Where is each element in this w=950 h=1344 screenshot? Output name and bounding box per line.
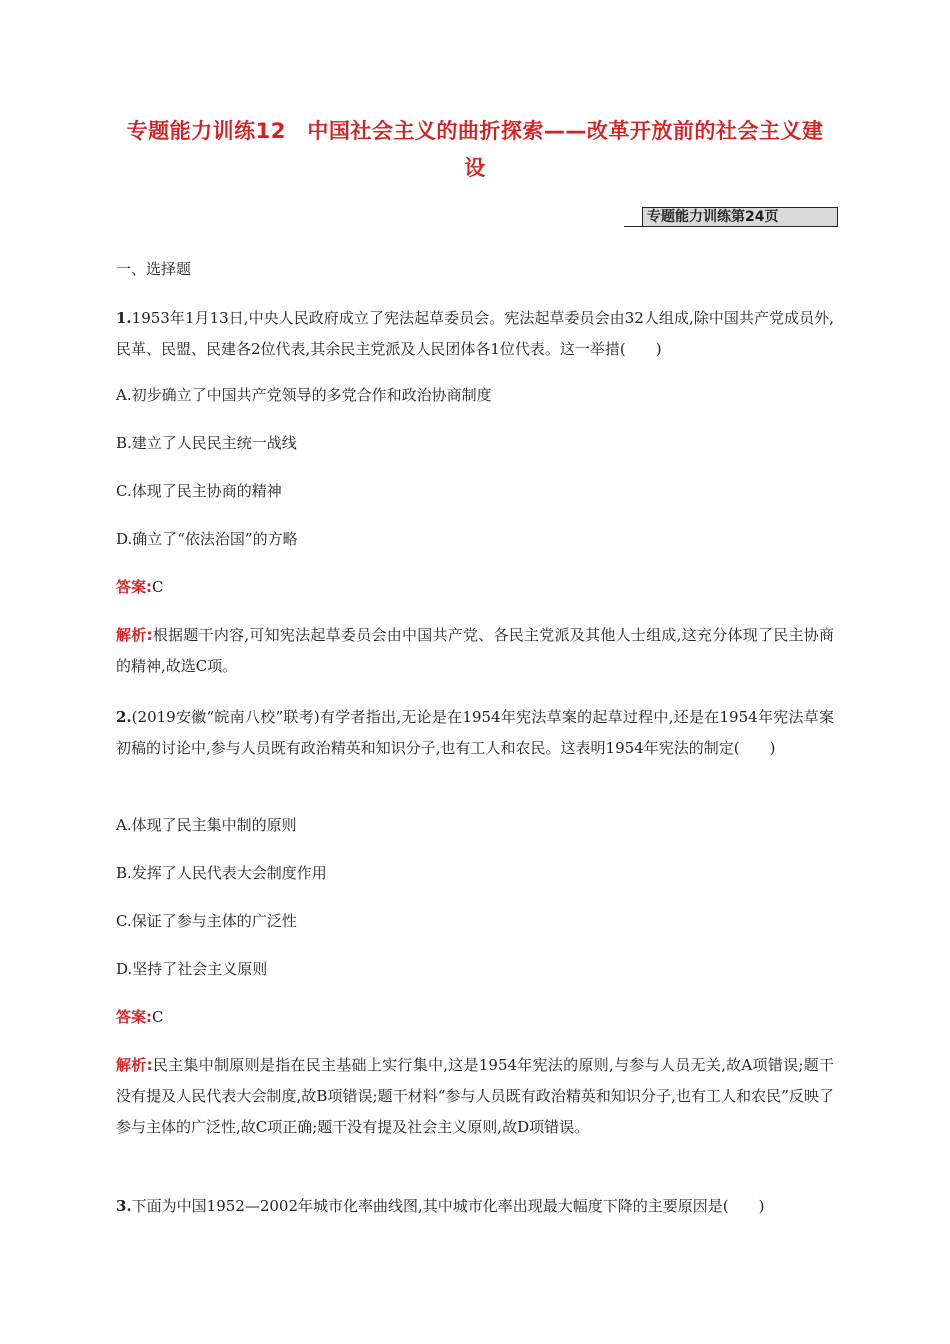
page-reference-rule xyxy=(624,226,642,227)
analysis-text: 根据题干内容,可知宪法起草委员会由中国共产党、各民主党派及其他人士组成,这充分体现了民主协商的精神,故选C项。 xyxy=(116,626,835,675)
answer-value: C xyxy=(152,1008,164,1026)
analysis-label: 解析: xyxy=(116,1056,153,1074)
question-2-analysis xyxy=(116,1050,834,1143)
answer-value: C xyxy=(152,578,164,596)
question-1-answer xyxy=(116,576,163,598)
question-number: 2. xyxy=(116,708,132,726)
question-text: (2019安徽“皖南八校”联考)有学者指出,无论是在1954年宪法草案的起草过程中,还是在1954年宪法草案初稿的讨论中,参与人员既有政治精英和知识分子,也有工人和农民。这表明1954年宪法的制定( ) xyxy=(116,708,834,757)
question-2-option-d: D.坚持了社会主义原则 xyxy=(116,960,268,978)
question-1-option-c: C.体现了民主协商的精神 xyxy=(116,482,282,500)
question-number: 3. xyxy=(116,1197,132,1215)
question-1-option-a: A.初步确立了中国共产党领导的多党合作和政治协商制度 xyxy=(116,386,492,404)
question-text: 1953年1月13日,中央人民政府成立了宪法起草委员会。宪法起草委员会由32人组成,除中国共产党成员外,民革、民盟、民建各2位代表,其余民主党派及人民团体各1位代表。这一举措( ) xyxy=(116,309,834,358)
page-reference xyxy=(624,207,834,227)
question-1-stem xyxy=(116,303,834,365)
question-2-answer xyxy=(116,1006,163,1028)
question-3-stem xyxy=(116,1191,834,1222)
answer-label: 答案: xyxy=(116,1008,152,1026)
question-number: 1. xyxy=(116,309,132,327)
question-1-option-d: D.确立了“依法治国”的方略 xyxy=(116,530,298,548)
document-title: 专题能力训练12 中国社会主义的曲折探索——改革开放前的社会主义建设 xyxy=(126,119,824,180)
question-1-analysis xyxy=(116,620,834,682)
question-text: 下面为中国1952—2002年城市化率曲线图,其中城市化率出现最大幅度下降的主要原因是( ) xyxy=(131,1197,765,1215)
question-2-option-a: A.体现了民主集中制的原则 xyxy=(116,816,297,834)
question-2-option-c: C.保证了参与主体的广泛性 xyxy=(116,912,297,930)
question-1-option-b: B.建立了人民民主统一战线 xyxy=(116,434,297,452)
section-title: 一、选择题 xyxy=(116,260,192,278)
analysis-label: 解析: xyxy=(116,626,153,644)
analysis-text: 民主集中制原则是指在民主基础上实行集中,这是1954年宪法的原则,与参与人员无关,故A项错误;题干没有提及人民代表大会制度,故B项错误;题干材料“参与人员既有政治精英和知识分子,也有工人和农民”反映了参与主体的广泛性,故C项正确;题干没有提及社会主义原则,故D项错误。 xyxy=(116,1056,835,1136)
page-reference-label: 专题能力训练第24页 xyxy=(642,207,838,227)
answer-label: 答案: xyxy=(116,578,152,596)
question-2-stem xyxy=(116,702,834,764)
question-2-option-b: B.发挥了人民代表大会制度作用 xyxy=(116,864,327,882)
